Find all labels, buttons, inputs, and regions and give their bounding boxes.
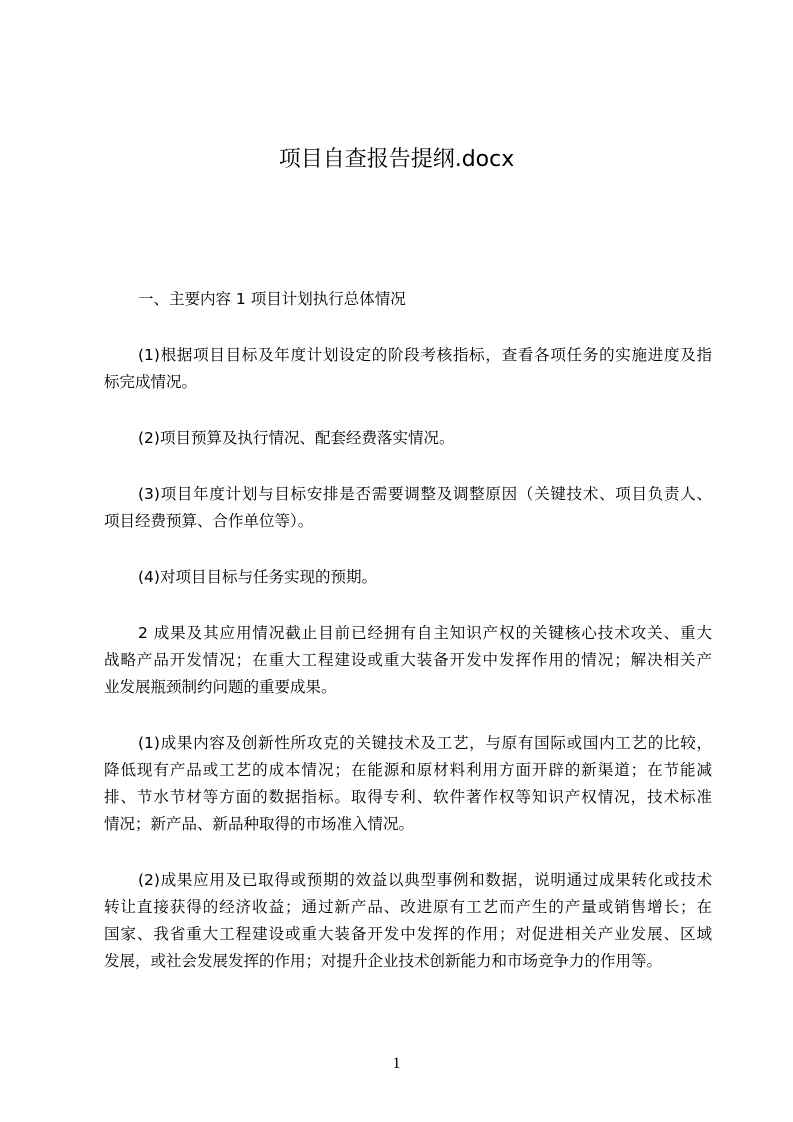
paragraph xyxy=(104,288,712,315)
paragraph xyxy=(104,566,712,593)
paragraph xyxy=(104,869,712,977)
text-line: 战略产品开发情况；在重大工程建设或重大装备开发中发挥作用的情况；解决相关产 xyxy=(104,651,712,669)
text-line: (1)根据项目目标及年度计划设定的阶段考核指标，查看各项任务的实施进度及指 xyxy=(138,346,712,364)
text-line: 业发展瓶颈制约问题的重要成果。 xyxy=(104,678,337,696)
text-line: (3)项目年度计划与目标安排是否需要调整及调整原因（关键技术、项目负责人、 xyxy=(138,485,712,503)
text-line: 降低现有产品或工艺的成本情况；在能源和原材料利用方面开辟的新渠道；在节能减 xyxy=(104,761,712,779)
paragraph xyxy=(104,427,712,454)
text-line: 发展，或社会发展发挥的作用；对提升企业技术创新能力和市场竞争力的作用等。 xyxy=(104,952,663,970)
text-line: (2)项目预算及执行情况、配套经费落实情况。 xyxy=(138,429,455,447)
text-line: 项目经费预算、合作单位等）。 xyxy=(104,512,314,530)
text-line: 转让直接获得的经济收益；通过新产品、改进原有工艺而产生的产量或销售增长；在 xyxy=(104,898,712,916)
text-line: (2)成果应用及已取得或预期的效益以典型事例和数据，说明通过成果转化或技术 xyxy=(138,871,712,889)
document-body xyxy=(104,288,712,1006)
text-line: 排、节水节材等方面的数据指标。取得专利、软件著作权等知识产权情况，技术标准 xyxy=(104,788,712,806)
text-line: (1)成果内容及创新性所攻克的关键技术及工艺，与原有国际或国内工艺的比较， xyxy=(138,734,712,752)
document-title: 项目自查报告提纲.docx xyxy=(278,147,515,172)
text-line: (4)对项目目标与任务实现的预期。 xyxy=(138,568,377,586)
paragraph xyxy=(104,622,712,703)
paragraph xyxy=(104,344,712,398)
page-number: 1 xyxy=(392,1055,401,1072)
text-line: 2 成果及其应用情况截止目前已经拥有自主知识产权的关键核心技术攻关、重大 xyxy=(138,624,712,642)
text-line: 标完成情况。 xyxy=(104,373,198,391)
text-line: 情况；新产品、新品种取得的市场准入情况。 xyxy=(104,815,415,833)
text-line: 一、主要内容 1 项目计划执行总体情况 xyxy=(138,290,406,308)
paragraph xyxy=(104,483,712,537)
text-line: 国家、我省重大工程建设或重大装备开发中发挥的作用；对促进相关产业发展、区域 xyxy=(104,925,712,943)
paragraph xyxy=(104,732,712,840)
